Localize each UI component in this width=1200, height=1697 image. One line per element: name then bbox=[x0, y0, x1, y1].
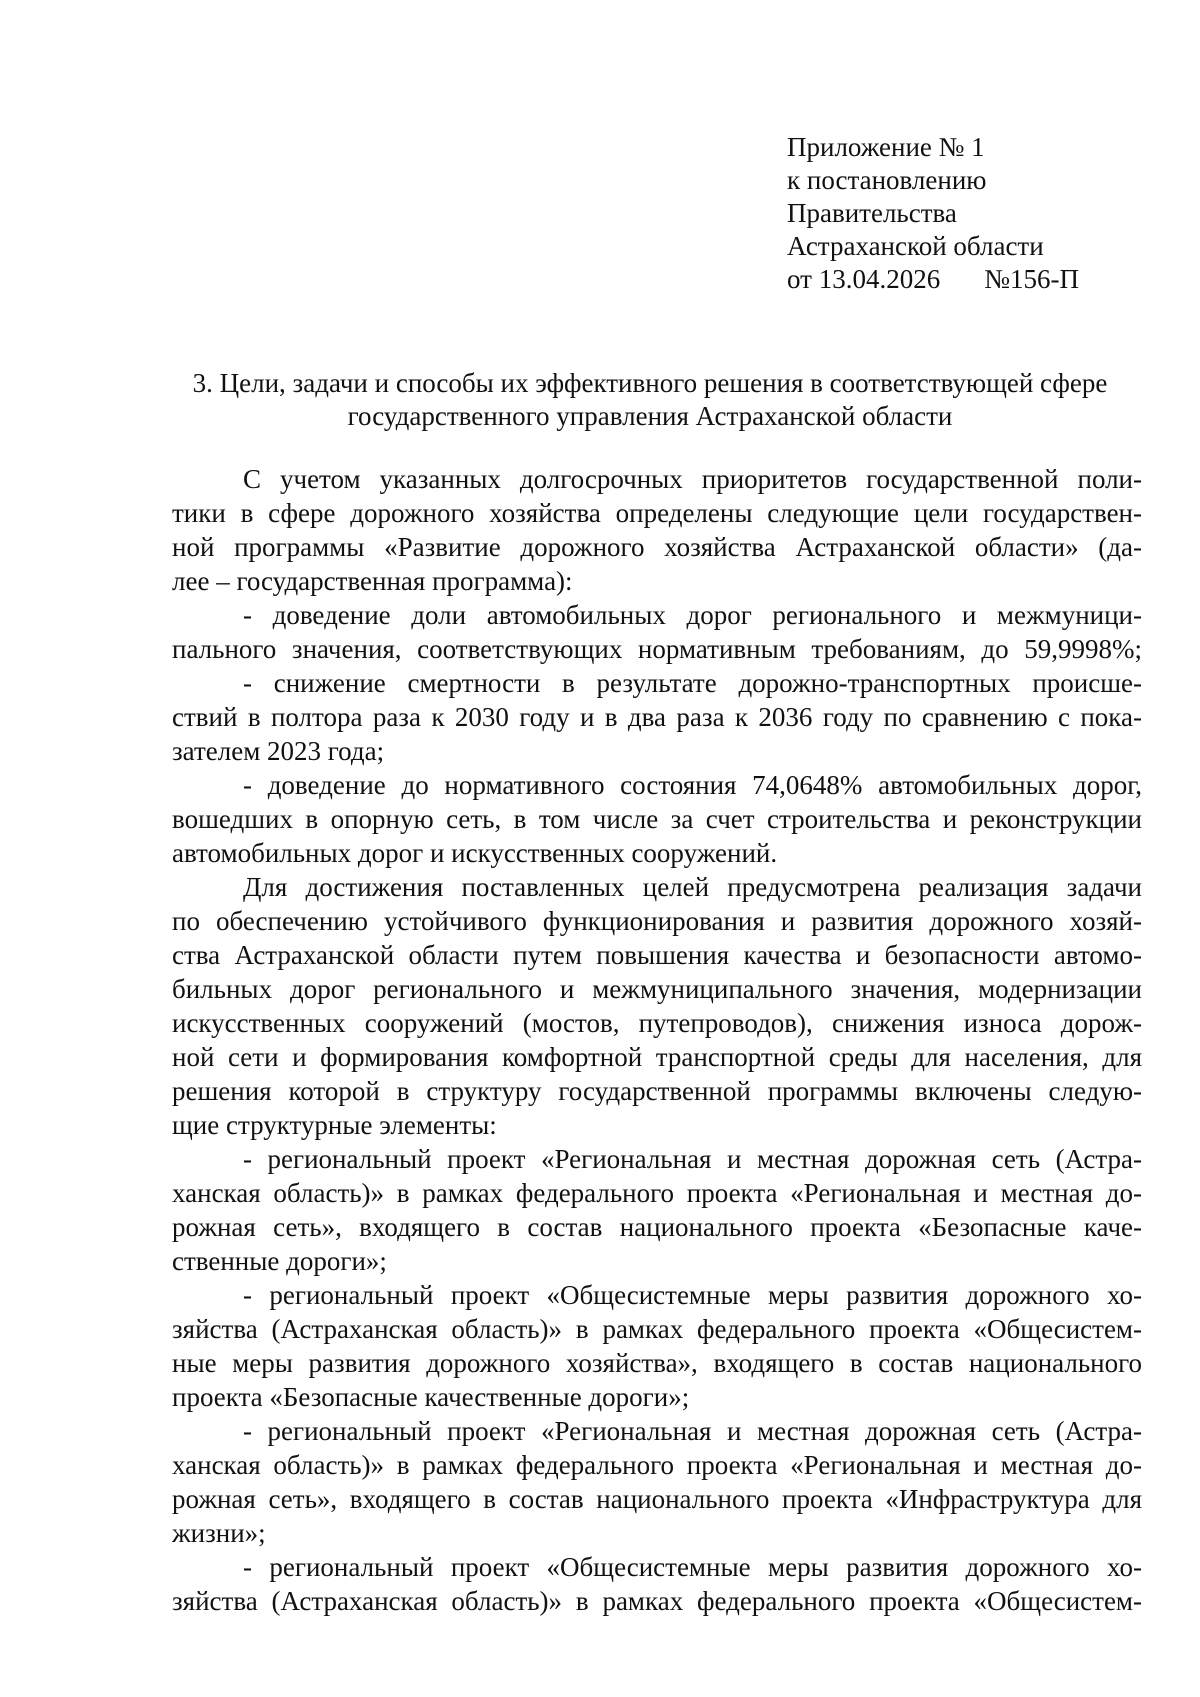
text-line: решения которой в структуру государственной программы включены следую- bbox=[172, 1076, 1142, 1106]
text-line: рожная сеть», входящего в состав национального проекта «Безопасные каче- bbox=[172, 1212, 1142, 1242]
text-line: по обеспечению устойчивого функционирования и развития дорожного хозяй- bbox=[172, 906, 1142, 936]
appendix-line: Правительства bbox=[787, 198, 957, 228]
text-line: проекта «Безопасные качественные дороги»; bbox=[172, 1382, 690, 1412]
text-line: лее – государственная программа): bbox=[172, 566, 573, 596]
text-line: - региональный проект «Общесистемные меры развития дорожного хо- bbox=[243, 1280, 1142, 1310]
text-line: искусственных сооружений (мостов, путепроводов), снижения износа дорож- bbox=[172, 1008, 1142, 1038]
appendix-header bbox=[787, 131, 1079, 296]
section-title-line: государственного управления Астраханской области bbox=[347, 401, 953, 431]
text-line: бильных дорог регионального и межмуниципального значения, модернизации bbox=[172, 974, 1142, 1004]
text-line: - региональный проект «Региональная и местная дорожная сеть (Астра- bbox=[243, 1416, 1142, 1446]
text-line: ственные дороги»; bbox=[172, 1246, 387, 1276]
text-line: рожная сеть», входящего в состав национального проекта «Инфраструктура для bbox=[172, 1484, 1142, 1514]
text-line: ствий в полтора раза к 2030 году и в два раза к 2036 году по сравнению с пока- bbox=[172, 702, 1142, 732]
text-line: ства Астраханской области путем повышения качества и безопасности автомо- bbox=[172, 940, 1142, 970]
text-line: ные меры развития дорожного хозяйства», входящего в состав национального bbox=[172, 1348, 1142, 1378]
text-line: - доведение до нормативного состояния 74,0648% автомобильных дорог, bbox=[243, 770, 1142, 800]
text-line: ханская область)» в рамках федерального проекта «Региональная и местная до- bbox=[172, 1450, 1142, 1480]
text-line: автомобильных дорог и искусственных сооружений. bbox=[172, 838, 778, 868]
section-title-line: 3. Цели, задачи и способы их эффективного решения в соответствующей сфере bbox=[192, 368, 1108, 398]
text-line: вошедших в опорную сеть, в том числе за счет строительства и реконструкции bbox=[172, 804, 1142, 834]
appendix-line: Астраханской области bbox=[787, 231, 1044, 261]
appendix-line: Приложение № 1 bbox=[787, 132, 985, 162]
text-line: зяйства (Астраханская область)» в рамках федерального проекта «Общесистем- bbox=[172, 1314, 1142, 1344]
text-line: - доведение доли автомобильных дорог регионального и межмуници- bbox=[243, 600, 1142, 630]
text-line: - региональный проект «Общесистемные меры развития дорожного хо- bbox=[243, 1552, 1142, 1582]
appendix-line: к постановлению bbox=[787, 165, 987, 195]
appendix-date-line bbox=[787, 263, 1079, 296]
text-line: ной программы «Развитие дорожного хозяйства Астраханской области» (да- bbox=[172, 532, 1142, 562]
text-line: зяйства (Астраханская область)» в рамках федерального проекта «Общесистем- bbox=[172, 1586, 1142, 1616]
appendix-date: от 13.04.2026 bbox=[787, 264, 941, 294]
text-line: Для достижения поставленных целей предусмотрена реализация задачи bbox=[243, 872, 1142, 902]
text-line: С учетом указанных долгосрочных приоритетов государственной поли- bbox=[243, 464, 1142, 494]
text-line: пального значения, соответствующих нормативным требованиям, до 59,9998%; bbox=[172, 634, 1142, 664]
text-line: щие структурные элементы: bbox=[172, 1110, 497, 1140]
appendix-number: №156-П bbox=[984, 264, 1079, 294]
text-line: - снижение смертности в результате дорожно-транспортных происше- bbox=[243, 668, 1142, 698]
text-line: жизни»; bbox=[172, 1518, 266, 1548]
text-line: - региональный проект «Региональная и местная дорожная сеть (Астра- bbox=[243, 1144, 1142, 1174]
text-line: ной сети и формирования комфортной транспортной среды для населения, для bbox=[172, 1042, 1142, 1072]
body-text bbox=[172, 462, 1142, 1618]
text-line: ханская область)» в рамках федерального проекта «Региональная и местная до- bbox=[172, 1178, 1142, 1208]
text-line: тики в сфере дорожного хозяйства определены следующие цели государствен- bbox=[172, 498, 1142, 528]
text-line: зателем 2023 года; bbox=[172, 736, 385, 766]
section-title bbox=[150, 367, 1150, 433]
